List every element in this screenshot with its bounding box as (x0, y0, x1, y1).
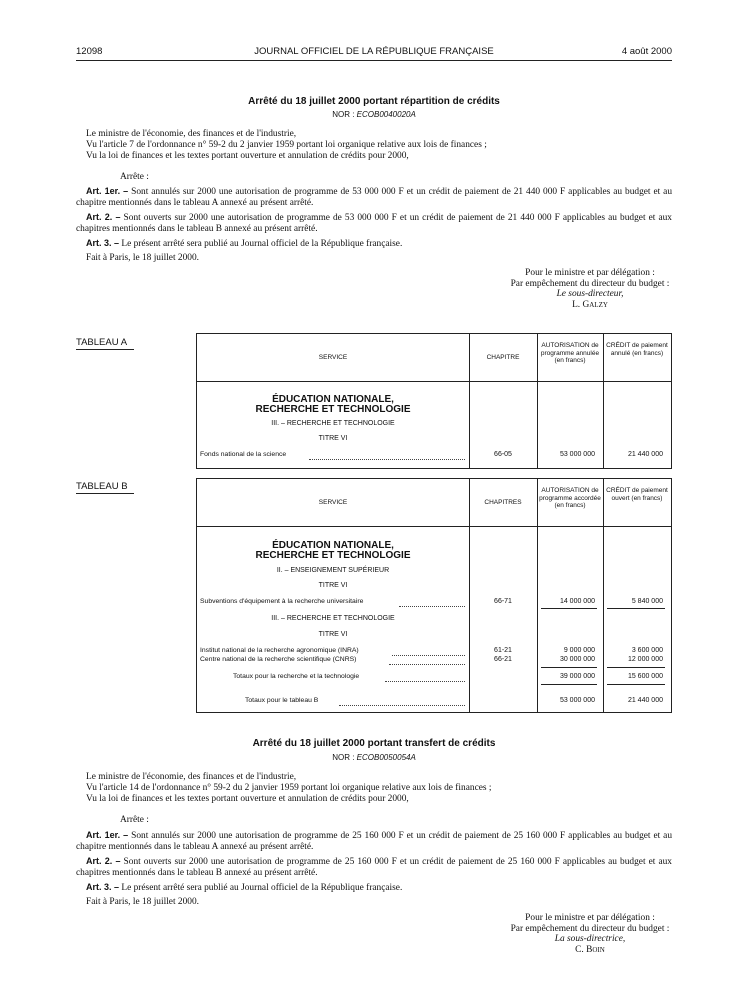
header-service: SERVICE (318, 499, 348, 506)
decree1-done: Fait à Paris, le 18 juillet 2000. (86, 253, 200, 263)
section-title: II. – ENSEIGNEMENT SUPÉRIEUR (276, 567, 390, 574)
signature-name: L. Galzy (572, 299, 608, 310)
titre: TITRE VI (318, 631, 348, 638)
decree2-article1 (76, 830, 672, 852)
decree2-article2 (76, 856, 672, 878)
ministry-line1: ÉDUCATION NATIONALE, (272, 394, 394, 405)
row-label: Centre national de la recherche scientifique (CNRS) (200, 656, 357, 663)
preamble-line: Le ministre de l'économie, des finances et de l'industrie, (86, 129, 297, 139)
row-label: Fonds national de la science (200, 451, 287, 458)
header-autorisation: AUTORISATION de programme accordée (en francs) (539, 487, 601, 509)
decree2-nor (0, 753, 748, 762)
sum-rule (541, 667, 597, 668)
decree2-done: Fait à Paris, le 18 juillet 2000. (86, 897, 200, 907)
titre: TITRE VI (318, 435, 348, 442)
leader-dots (389, 664, 465, 665)
leader-dots (385, 681, 465, 682)
col-divider (469, 479, 470, 712)
article-label: Art. 3. – (86, 882, 120, 892)
header-rule (76, 60, 672, 61)
subtotal-label: Totaux pour la recherche et la technologie (233, 673, 360, 680)
nor-code: ECOB0040020A (356, 110, 416, 119)
header-autorisation: AUTORISATION de programme annulée (en francs) (540, 342, 600, 364)
signature-line: Par empêchement du directeur du budget : (510, 278, 670, 289)
row-ap: 53 000 000 (559, 451, 595, 458)
sum-rule (607, 667, 665, 668)
decree1-preamble (86, 129, 672, 162)
total-label: Totaux pour le tableau B (245, 697, 319, 704)
ministry-line1: ÉDUCATION NATIONALE, (272, 540, 394, 551)
page-number: 12098 (76, 46, 103, 57)
decree1-article3 (76, 238, 672, 250)
decree1-article2 (76, 212, 672, 234)
header-chapitre: CHAPITRE (486, 354, 520, 361)
row-ap: 30 000 000 (559, 656, 595, 663)
tableB-label: TABLEAU B (76, 481, 134, 494)
tableA (196, 333, 672, 469)
article-text: Le présent arrêté sera publié au Journal officiel de la République française. (121, 239, 403, 249)
leader-dots (339, 705, 465, 706)
article-text: Le présent arrêté sera publié au Journal officiel de la République française. (121, 883, 403, 893)
tableB (196, 478, 672, 713)
article-label: Art. 2. – (86, 856, 121, 866)
header-divider (197, 526, 671, 527)
article-text: Sont annulés sur 2000 une autorisation de programme de 53 000 000 F et un crédit de paiement de 21 440 000 F applicables au budget et au chapitre mentionnés dans le tableau A annexé au présent arrêté. (76, 187, 673, 208)
header-service: SERVICE (318, 354, 348, 361)
section-title: III. – RECHERCHE ET TECHNOLOGIE (271, 420, 395, 427)
titre: TITRE VI (318, 582, 348, 589)
header-divider (197, 381, 671, 382)
signature-role: La sous-directrice, (554, 934, 626, 944)
ministry-line2: RECHERCHE ET TECHNOLOGIE (255, 404, 411, 415)
ministry-line2: RECHERCHE ET TECHNOLOGIE (255, 550, 411, 561)
preamble-line: Vu la loi de finances et les textes portant ouverture et annulation de crédits pour 2000, (86, 151, 409, 161)
article-label: Art. 1er. – (86, 186, 129, 196)
sum-rule (607, 608, 665, 609)
article-label: Art. 3. – (86, 238, 120, 248)
article-text: Sont ouverts sur 2000 une autorisation de programme de 25 160 000 F et un crédit de paiement de 25 160 000 F applicables au budget et aux chapitres mentionnés dans le tableau B annexé au présent arrêté. (76, 857, 672, 878)
decree1-signature (440, 268, 740, 310)
header-credit: CRÉDIT de paiement ouvert (en francs) (606, 487, 668, 502)
decree2-article3 (76, 882, 672, 894)
row-cp: 3 600 000 (631, 647, 663, 654)
section-title: III. – RECHERCHE ET TECHNOLOGIE (271, 615, 395, 622)
sum-rule (541, 684, 597, 685)
nor-code: ECOB0050054A (356, 753, 416, 762)
sum-rule (541, 608, 597, 609)
journal-title: JOURNAL OFFICIEL DE LA RÉPUBLIQUE FRANÇAISE (254, 46, 494, 57)
nor-label: NOR : (332, 110, 355, 119)
article-text: Sont ouverts sur 2000 une autorisation de programme de 53 000 000 F et un crédit de paiement de 21 440 000 F applicables au budget et aux chapitres mentionnés dans le tableau B annexé au présent arrêté. (76, 213, 672, 234)
row-chapitre: 61-21 (494, 647, 512, 654)
decree2-arrete: Arrête : (120, 815, 149, 825)
row-chapitre: 66-21 (494, 656, 512, 663)
total-cp: 21 440 000 (627, 697, 663, 704)
tableA-label: TABLEAU A (76, 337, 134, 350)
signature-name: C. Boin (575, 944, 605, 955)
article-label: Art. 1er. – (86, 830, 129, 840)
nor-label: NOR : (332, 753, 355, 762)
decree1-arrete: Arrête : (120, 172, 149, 182)
leader-dots (399, 606, 465, 607)
signature-role: Le sous-directeur, (556, 289, 624, 299)
article-text: Sont annulés sur 2000 une autorisation de programme de 25 160 000 F et un crédit de paiement de 25 160 000 F applicables au budget et au chapitre mentionnés dans le tableau A annexé au présent arrêté. (76, 831, 673, 852)
preamble-line: Vu l'article 14 de l'ordonnance n° 59-2 du 2 janvier 1959 portant loi organique relative aux lois de finances ; (86, 783, 492, 793)
decree1-article1 (76, 186, 672, 208)
preamble-line: Le ministre de l'économie, des finances et de l'industrie, (86, 772, 297, 782)
article-label: Art. 2. – (86, 212, 121, 222)
header-chapitres: CHAPITRES (484, 499, 522, 506)
row-cp: 5 840 000 (631, 598, 663, 605)
issue-date: 4 août 2000 (621, 46, 672, 57)
signature-line: Pour le ministre et par délégation : (525, 268, 655, 278)
row-cp: 21 440 000 (627, 451, 663, 458)
decree2-signature (440, 913, 740, 955)
row-cp: 12 000 000 (627, 656, 663, 663)
decree1-title: Arrêté du 18 juillet 2000 portant répartition de crédits (248, 96, 500, 107)
subtotal-ap: 39 000 000 (559, 673, 595, 680)
sum-rule (607, 684, 665, 685)
row-ap: 9 000 000 (563, 647, 595, 654)
header-credit: CRÉDIT de paiement annulé (en francs) (606, 342, 668, 357)
total-ap: 53 000 000 (559, 697, 595, 704)
row-ap: 14 000 000 (559, 598, 595, 605)
preamble-line: Vu la loi de finances et les textes portant ouverture et annulation de crédits pour 2000, (86, 794, 409, 804)
decree2-preamble (86, 772, 672, 805)
preamble-line: Vu l'article 7 de l'ordonnance n° 59-2 du 2 janvier 1959 portant loi organique relative aux lois de finances ; (86, 140, 487, 150)
row-chapitre: 66-05 (494, 451, 512, 458)
signature-line: Pour le ministre et par délégation : (525, 913, 655, 923)
row-label: Subventions d'équipement à la recherche universitaire (200, 598, 364, 605)
row-chapitre: 66-71 (494, 598, 512, 605)
page-header (76, 46, 672, 60)
leader-dots (392, 655, 465, 656)
subtotal-cp: 15 600 000 (627, 673, 663, 680)
row-label: Institut national de la recherche agronomique (INRA) (200, 647, 359, 654)
leader-dots (309, 459, 465, 460)
decree1-nor (0, 110, 748, 119)
decree2-title: Arrêté du 18 juillet 2000 portant transfert de crédits (252, 738, 496, 749)
signature-line: Par empêchement du directeur du budget : (510, 923, 670, 934)
